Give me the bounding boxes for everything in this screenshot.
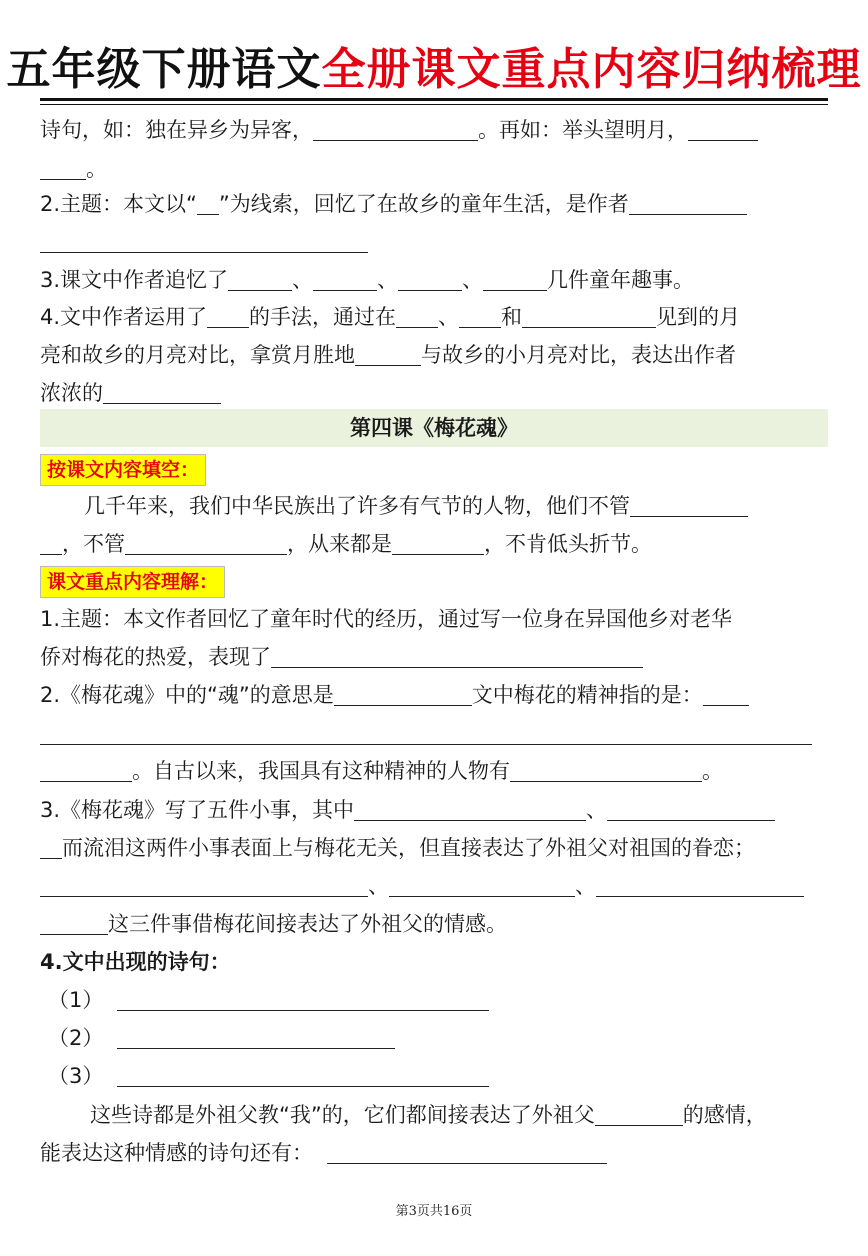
poem-line-2: （2） [48, 1024, 395, 1052]
blank[interactable] [630, 494, 748, 517]
text-line [40, 720, 812, 748]
blank[interactable] [207, 305, 249, 328]
text-line: 2.《梅花魂》中的“魂”的意思是 文中梅花的精神指的是： [40, 681, 749, 709]
text-line: 而流泪这两件小事表面上与梅花无关，但直接表达了外祖父对祖国的眷恋； [40, 834, 755, 862]
blank[interactable] [40, 532, 62, 555]
text-line: 3.课文中作者追忆了 、 、 、 几件童年趣事。 [40, 268, 695, 292]
blank[interactable] [40, 230, 368, 253]
blank[interactable] [595, 1103, 683, 1126]
blank[interactable] [40, 722, 812, 745]
blank[interactable] [607, 798, 775, 821]
blank[interactable] [396, 305, 438, 328]
text-line: 侨对梅花的热爱，表现了 [40, 643, 643, 671]
poem-line-3: （3） [48, 1062, 489, 1090]
blank[interactable] [334, 683, 472, 706]
blank[interactable] [271, 645, 643, 668]
text-line: 、 、 [40, 872, 804, 900]
blank[interactable] [313, 268, 377, 291]
section-title: 第四课《梅花魂》 [40, 409, 828, 447]
tag-fill-in: 按课文内容填空： [40, 454, 206, 486]
header-rule-thin [40, 104, 828, 105]
text-line: 几千年来，我们中华民族出了许多有气节的人物，他们不管 [84, 492, 748, 520]
blank[interactable] [327, 1141, 607, 1164]
blank[interactable] [389, 874, 575, 897]
blank[interactable] [125, 532, 287, 555]
blank[interactable] [40, 912, 108, 935]
blank[interactable] [483, 268, 547, 291]
blank[interactable] [40, 874, 368, 897]
text-line: 能表达这种情感的诗句还有： [40, 1139, 607, 1167]
header-rule-thick [40, 98, 828, 101]
blank[interactable] [522, 305, 656, 328]
text-line: ，不管 ，从来都是 ，不肯低头折节。 [40, 530, 652, 558]
poem-heading: 4.文中出现的诗句： [40, 950, 231, 974]
text-line: 亮和故乡的月亮对比，拿赏月胜地 与故乡的小月亮对比，表达出作者 [40, 343, 736, 367]
blank[interactable] [596, 874, 804, 897]
blank[interactable] [355, 343, 421, 366]
blank[interactable] [103, 381, 221, 404]
blank[interactable] [40, 157, 86, 180]
blank[interactable] [117, 1064, 489, 1087]
text-line: 1.主题：本文作者回忆了童年时代的经历，通过写一位身在异国他乡对老华 [40, 607, 733, 631]
blank[interactable] [703, 683, 749, 706]
text-line: 3.《梅花魂》写了五件小事，其中 、 [40, 796, 775, 824]
text-line: 浓浓的 [40, 379, 221, 407]
blank[interactable] [354, 798, 586, 821]
text-line [40, 228, 368, 256]
blank[interactable] [510, 759, 702, 782]
page-title [0, 40, 868, 100]
tag-key-points: 课文重点内容理解： [40, 566, 225, 598]
blank[interactable] [117, 1026, 395, 1049]
text-line: 4.文中作者运用了 的手法，通过在 、 和 见到的月 [40, 305, 741, 329]
title-black: 五年级下册语文 [6, 44, 322, 95]
blank[interactable] [313, 118, 478, 141]
blank[interactable] [117, 988, 489, 1011]
poem-line-1: （1） [48, 986, 489, 1014]
text-line: 诗句，如：独在异乡为异客， 。再如：举头望明月， [40, 116, 758, 144]
blank[interactable] [40, 836, 62, 859]
blank[interactable] [398, 268, 462, 291]
text-line: 2.主题：本文以“ ”为线索，回忆了在故乡的童年生活，是作者 [40, 190, 747, 218]
blank[interactable] [629, 192, 747, 215]
text-line: 这三件事借梅花间接表达了外祖父的情感。 [40, 910, 507, 938]
text-line: 。 [40, 155, 107, 183]
blank[interactable] [688, 118, 758, 141]
page-number: 第3页共16页 [395, 1204, 473, 1219]
blank[interactable] [459, 305, 501, 328]
blank[interactable] [197, 192, 219, 215]
text-line: 这些诗都是外祖父教“我”的，它们都间接表达了外祖父 的感情， [90, 1103, 767, 1127]
title-red: 全册课文重点内容归纳梳理 [321, 44, 862, 95]
text-line: 。自古以来，我国具有这种精神的人物有 。 [40, 757, 723, 785]
blank[interactable] [40, 759, 132, 782]
blank[interactable] [392, 532, 484, 555]
blank[interactable] [228, 268, 292, 291]
